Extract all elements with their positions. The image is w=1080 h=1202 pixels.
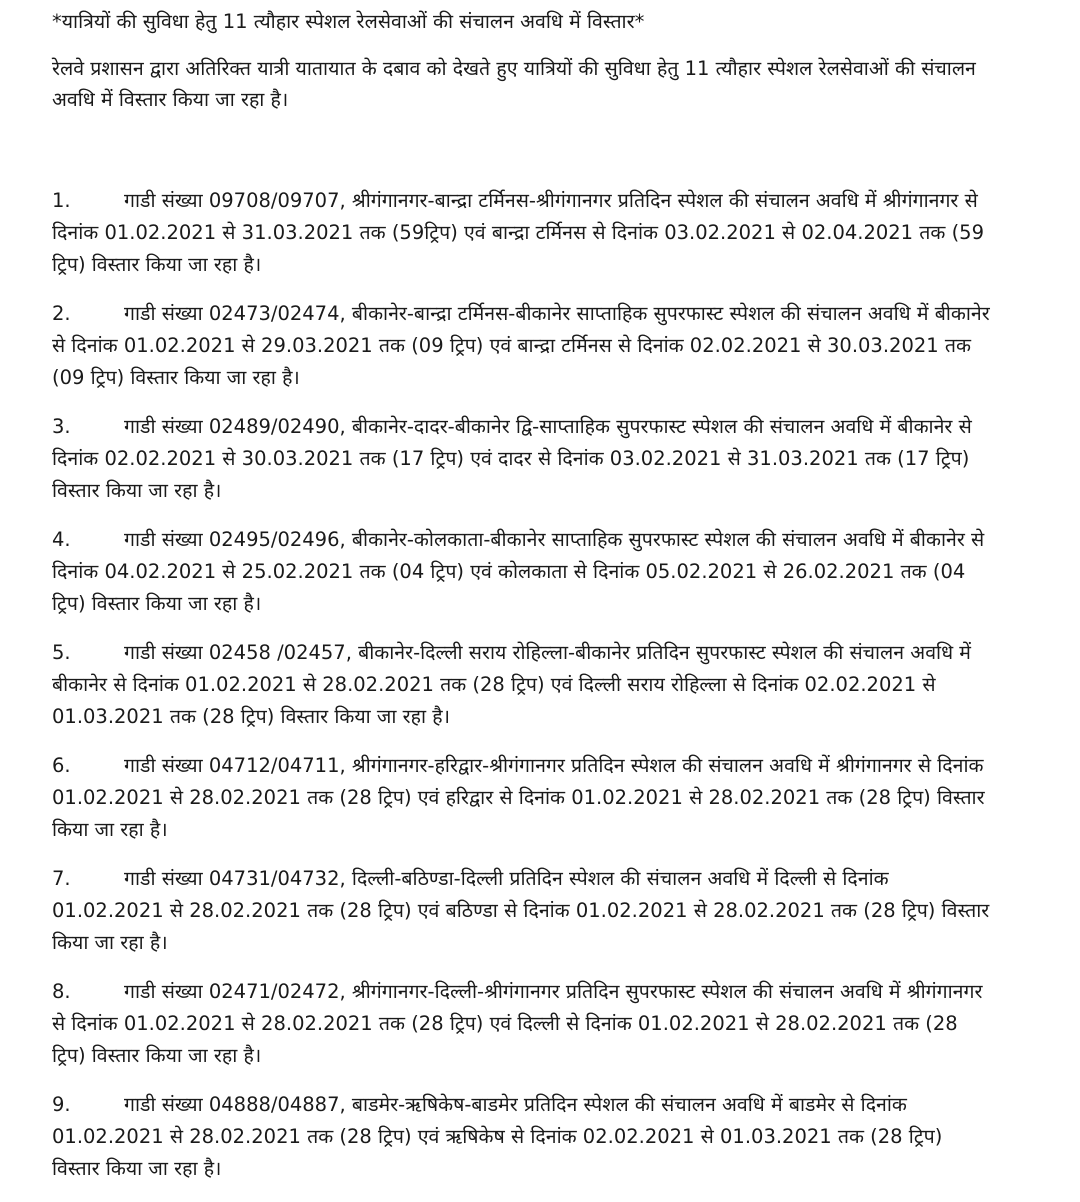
item-number: 9. (52, 1093, 71, 1116)
item-text: गाडी संख्या 04731/04732, दिल्ली-बठिण्डा-दिल्ली प्रतिदिन स्पेशल की संचालन अवधि में दिल्ली से दिनांक 01.02.2021 से 28.02.2021 तक (28 ट्रिप) एवं बठिण्डा से दिनांक 01.02.2021 से 28.02.2021 तक (28 ट्रिप) विस्तार किया जा रहा है। (52, 867, 990, 954)
item-number: 1. (52, 189, 71, 212)
item-text: गाडी संख्या 04888/04887, बाडमेर-ऋषिकेष-बाडमेर प्रतिदिन स्पेशल की संचालन अवधि में बाडमेर से दिनांक 01.02.2021 से 28.02.2021 तक (28 ट्रिप) एवं ऋषिकेष से दिनांक 02.02.2021 से 01.03.2021 तक (28 ट्रिप) विस्तार किया जा रहा है। (52, 1093, 943, 1180)
list-item (52, 863, 992, 959)
item-number: 7. (52, 867, 71, 890)
train-extension-list (52, 185, 992, 1185)
list-item (52, 750, 992, 846)
document-page (52, 0, 992, 1202)
document-title: *यात्रियों की सुविधा हेतु 11 त्यौहार स्पेशल रेलसेवाओं की संचालन अवधि में विस्तार* (52, 10, 645, 33)
item-number: 5. (52, 641, 71, 664)
item-text: गाडी संख्या 02495/02496, बीकानेर-कोलकाता-बीकानेर साप्ताहिक सुपरफास्ट स्पेशल की संचालन अवधि में बीकानेर से दिनांक 04.02.2021 से 25.02.2021 तक (04 ट्रिप) एवं कोलकाता से दिनांक 05.02.2021 से 26.02.2021 तक (04 ट्रिप) विस्तार किया जा रहा है। (52, 528, 985, 615)
item-number: 8. (52, 980, 71, 1003)
item-text: गाडी संख्या 02473/02474, बीकानेर-बान्द्रा टर्मिनस-बीकानेर साप्ताहिक सुपरफास्ट स्पेशल की संचालन अवधि में बीकानेर से दिनांक 01.02.2021 से 29.03.2021 तक (09 ट्रिप) एवं बान्द्रा टर्मिनस से दिनांक 02.02.2021 से 30.03.2021 तक (09 ट्रिप) विस्तार किया जा रहा है। (52, 302, 990, 389)
item-number: 2. (52, 302, 71, 325)
item-text: गाडी संख्या 02489/02490, बीकानेर-दादर-बीकानेर द्वि-साप्ताहिक सुपरफास्ट स्पेशल की संचालन अवधि में बीकानेर से दिनांक 02.02.2021 से 30.03.2021 तक (17 ट्रिप) एवं दादर से दिनांक 03.02.2021 से 31.03.2021 तक (17 ट्रिप) विस्तार किया जा रहा है। (52, 415, 972, 502)
list-item (52, 411, 992, 507)
item-text: गाडी संख्या 02471/02472, श्रीगंगानगर-दिल्ली-श्रीगंगानगर प्रतिदिन सुपरफास्ट स्पेशल की संचालन अवधि में श्रीगंगानगर से दिनांक 01.02.2021 से 28.02.2021 तक (28 ट्रिप) एवं दिल्ली से दिनांक 01.02.2021 से 28.02.2021 तक (28 ट्रिप) विस्तार किया जा रहा है। (52, 980, 983, 1067)
list-item (52, 524, 992, 620)
item-number: 3. (52, 415, 71, 438)
item-text: गाडी संख्या 09708/09707, श्रीगंगानगर-बान्द्रा टर्मिनस-श्रीगंगानगर प्रतिदिन स्पेशल की संचालन अवधि में श्रीगंगानगर से दिनांक 01.02.2021 से 31.03.2021 तक (59ट्रिप) एवं बान्द्रा टर्मिनस से दिनांक 03.02.2021 से 02.04.2021 तक (59 ट्रिप) विस्तार किया जा रहा है। (52, 189, 984, 276)
intro-paragraph: रेलवे प्रशासन द्वारा अतिरिक्त यात्री यातायात के दबाव को देखते हुए यात्रियों की सुविधा हेतु 11 त्यौहार स्पेशल रेलसेवाओं की संचालन अवधि में विस्तार किया जा रहा है। (52, 57, 976, 111)
list-item (52, 637, 992, 733)
item-number: 4. (52, 528, 71, 551)
list-item (52, 976, 992, 1072)
list-item (52, 298, 992, 394)
item-text: गाडी संख्या 02458 /02457, बीकानेर-दिल्ली सराय रोहिल्ला-बीकानेर प्रतिदिन सुपरफास्ट स्पेशल की संचालन अवधि में बीकानेर से दिनांक 01.02.2021 से 28.02.2021 तक (28 ट्रिप) एवं दिल्ली सराय रोहिल्ला से दिनांक 02.02.2021 से 01.03.2021 तक (28 ट्रिप) विस्तार किया जा रहा है। (52, 641, 971, 728)
item-number: 6. (52, 754, 71, 777)
list-item (52, 185, 992, 281)
item-text: गाडी संख्या 04712/04711, श्रीगंगानगर-हरिद्वार-श्रीगंगानगर प्रतिदिन स्पेशल की संचालन अवधि में श्रीगंगानगर से दिनांक 01.02.2021 से 28.02.2021 तक (28 ट्रिप) एवं हरिद्वार से दिनांक 01.02.2021 से 28.02.2021 तक (28 ट्रिप) विस्तार किया जा रहा है। (52, 754, 985, 841)
list-item (52, 1089, 992, 1185)
